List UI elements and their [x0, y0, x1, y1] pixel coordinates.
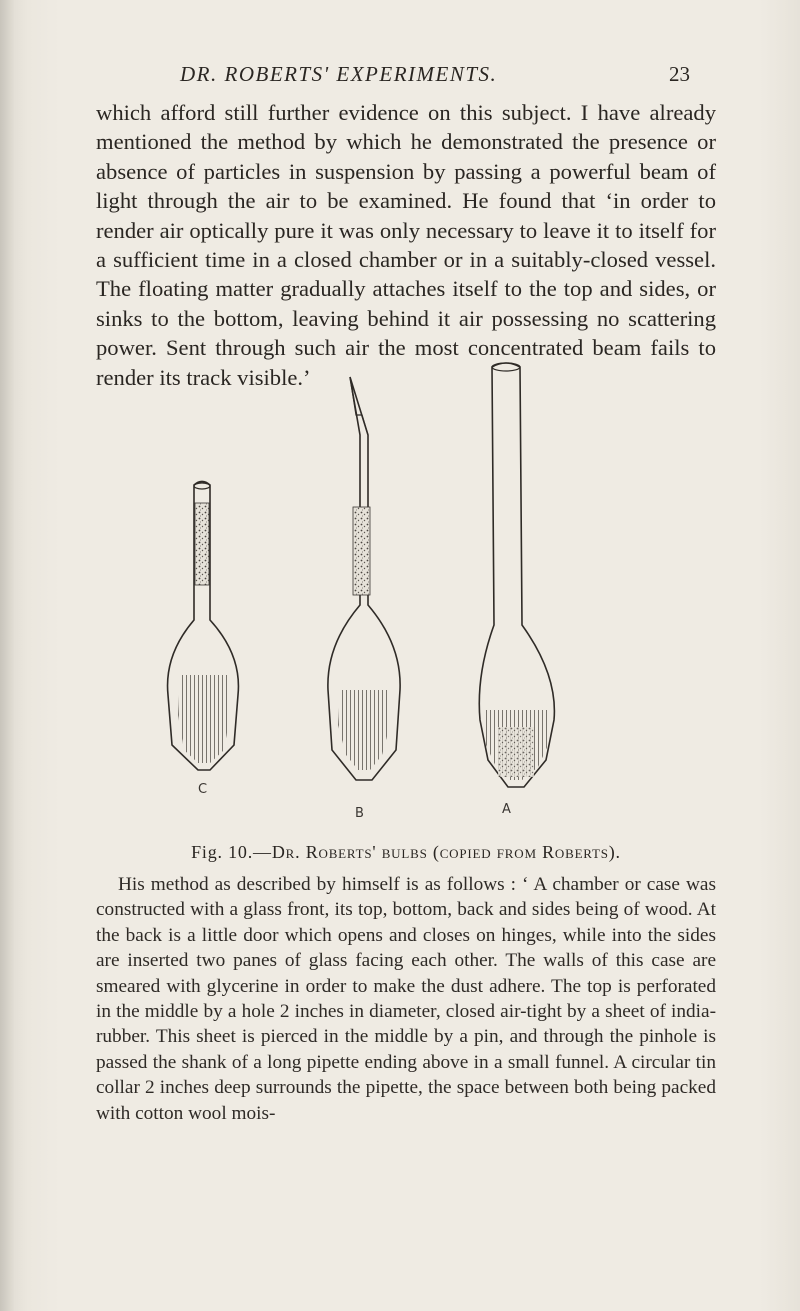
- label-c: C: [198, 782, 208, 797]
- running-head: [130, 62, 690, 92]
- paragraph-top: which afford still further evidence on this subject. I have already mentioned the method by which he demonstrated the presence or absence of particles in suspension by passing a powerful beam of light through the air to be examined. He found that ‘in order to render air optically pure it was only necessary to leave it to itself for a sufficient time in a closed chamber or in a suitably-closed vessel. The floating matter gradually attaches itself to the top and sides, or sinks to the bottom, leaving behind it air possessing no scattering power. Sent through such air the most concentrated beam fails to render its track visible.’: [96, 100, 716, 390]
- bulb-b: [328, 377, 400, 780]
- paragraph-body: His method as described by himself is as follows : ‘ A chamber or case was constructed with a glass front, its top, bottom, back and sides being of wood. At the back is a little door which opens and closes on hinges, while into the sides are inserted two panes of glass facing each other. The walls of this case are smeared with glycerine in order to make the dust adhere. The top is perforated in the middle by a hole 2 inches in diameter, closed air-tight by a sheet of india-rubber. This sheet is pierced in the middle by a pin, and through the pinhole is passed the shank of a long pipette ending above in a small funnel. A circular tin collar 2 inches deep surrounds the pipette, the space between both being packed with cotton wool mois-: [96, 874, 716, 1124]
- caption-fig-label: Fig. 10.: [191, 842, 254, 862]
- page-number: 23: [669, 62, 690, 86]
- label-a: A: [502, 802, 511, 817]
- bulb-c: [168, 482, 239, 771]
- bulbs-illustration: [150, 355, 630, 821]
- binding-edge: [0, 0, 14, 1311]
- figure-caption: [96, 842, 716, 863]
- figure-bulbs: [150, 355, 630, 821]
- bulb-a: [479, 363, 554, 787]
- running-title: DR. ROBERTS' EXPERIMENTS.: [180, 62, 498, 86]
- caption-text: —Dr. Roberts' bulbs (copied from Roberts).: [253, 842, 621, 862]
- label-b: B: [355, 806, 364, 821]
